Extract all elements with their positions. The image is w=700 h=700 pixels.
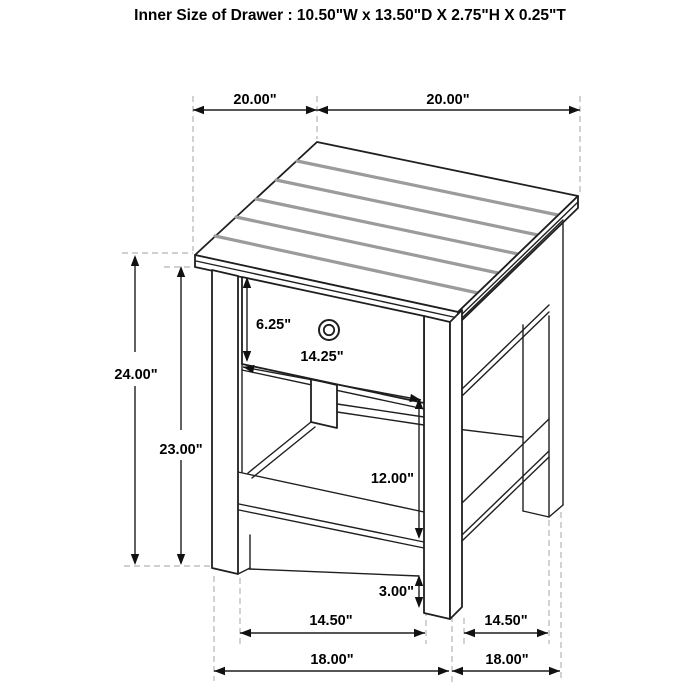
dim-label-leg-height: 23.00" (159, 442, 203, 458)
dim-label-top-left-width: 20.00" (233, 92, 277, 108)
dim-label-overall-height: 24.00" (114, 367, 158, 383)
dim-label-side-overall-depth: 18.00" (485, 652, 529, 668)
dim-label-foot-height: 3.00" (378, 584, 414, 600)
back-right-leg (523, 222, 563, 517)
dim-label-top-right-width: 20.00" (426, 92, 470, 108)
dim-label-drawer-height: 6.25" (256, 317, 292, 333)
dim-label-front-inner-width: 14.50" (309, 613, 353, 629)
end-table-drawing (195, 142, 578, 619)
front-right-leg (424, 310, 462, 619)
dim-label-front-overall-width: 18.00" (310, 652, 354, 668)
drawer-knob (319, 320, 339, 340)
dim-label-shelf-clearance: 12.00" (370, 471, 414, 487)
shelf-side-rail (462, 419, 549, 541)
dim-label-drawer-width: 14.25" (300, 349, 344, 365)
dim-label-side-inner-depth: 14.50" (484, 613, 528, 629)
diagram-title: Inner Size of Drawer : 10.50"W x 13.50"D X 2.75"H X 0.25"T (134, 7, 566, 24)
